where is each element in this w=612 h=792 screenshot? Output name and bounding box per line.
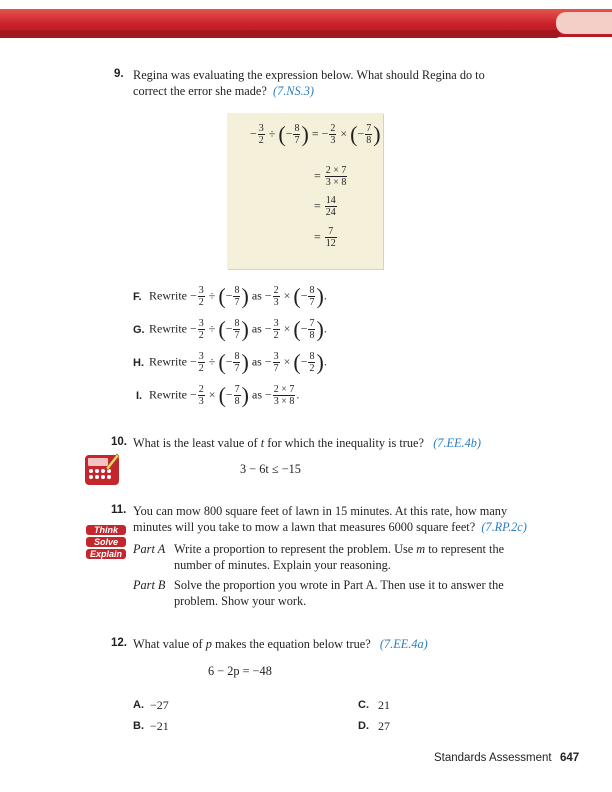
q9-choice-letter: F. [133, 291, 142, 303]
page-number: 647 [560, 752, 580, 764]
q12-standard: (7.EE.4a) [379, 637, 428, 651]
q12-equation: 6 − 2p = −48 [208, 664, 272, 678]
q9-work-line3: = $\frac{14}{24}$ [314, 195, 336, 218]
badge-think: Think [86, 525, 126, 535]
q9-work-line1: − $\frac{3}{2}$ ÷ (− $\frac{8}{7}$ ) = − $\frac{2}{3}$ × (− $\frac{7}{8}$ ) [250, 121, 381, 147]
q9-work-box [227, 113, 383, 269]
badge-solve: Solve [86, 537, 126, 547]
think-solve-explain-badge [86, 525, 126, 561]
q9-choice-option[interactable]: Rewrite − $\frac{2}{3}$ × (− $\frac{7}{8}$ ) as − $\frac{2 \times 7}{3 \times 8}$ . [149, 382, 300, 408]
q11-part-b-label: Part B [133, 578, 166, 592]
calculator-icon [84, 452, 120, 486]
q10-number: 10. [111, 436, 127, 448]
q12-choice-b-value[interactable]: −21 [150, 719, 169, 733]
q9-choice-option[interactable]: Rewrite − $\frac{3}{2}$ ÷ (− $\frac{8}{7}$ ) as − $\frac{3}{7}$ × (− $\frac{8}{2}$ ). [149, 349, 327, 375]
q12-choice-d-value[interactable]: 27 [378, 719, 390, 733]
q12-choice-a-letter: A. [133, 699, 144, 711]
q11-text-line1: You can mow 800 square feet of lawn in 15 minutes. At this rate, how many [133, 504, 508, 518]
q9-choice-letter: H. [133, 357, 144, 369]
q9-work-line2: = $\frac{2 \times 7}{3 \times 8}$ [314, 165, 347, 188]
q9-choice-option[interactable]: Rewrite − $\frac{3}{2}$ ÷ (− $\frac{8}{7}$ ) as − $\frac{2}{3}$ × (− $\frac{8}{7}$ ). [149, 283, 327, 309]
q12-choice-a-value[interactable]: −27 [150, 698, 169, 712]
q11-text-line2: minutes will you take to mow a lawn that measures 6000 square feet? [133, 520, 476, 534]
q9-choice-letter: I. [136, 390, 143, 402]
q11-part-b-text: Solve the proportion you wrote in Part A. Then use it to answer the problem. Show your work. [174, 578, 504, 608]
q12-choice-c-value[interactable]: 21 [378, 698, 390, 712]
q9-work-line4: = $\frac{7}{12}$ [314, 226, 336, 249]
q12-choice-d-letter: D. [358, 720, 369, 732]
q9-number: 9. [114, 68, 124, 80]
q10-inequality: 3 − 6t ≤ −15 [240, 462, 301, 476]
q9-standard: (7.NS.3) [272, 84, 314, 98]
q11-number: 11. [111, 504, 127, 516]
q9-choice-letter: G. [133, 324, 145, 336]
footer-label: Standards Assessment [434, 752, 552, 764]
q10-standard: (7.EE.4b) [433, 436, 482, 450]
badge-explain: Explain [86, 549, 126, 559]
q9-choice-option[interactable]: Rewrite − $\frac{3}{2}$ ÷ (− $\frac{8}{7}$ ) as − $\frac{3}{2}$ × (− $\frac{7}{8}$ ). [149, 316, 327, 342]
header-band [0, 0, 612, 46]
header-tab [556, 12, 612, 34]
q11-standard: (7.RP.2c) [481, 520, 527, 534]
q11-part-a-text: Write a proportion to represent the problem. Use m to represent the number of minutes. Explain your reasoning. [174, 542, 505, 572]
q12-number: 12. [111, 637, 127, 649]
q12-prompt: What value of p makes the equation below true? (7.EE.4a) [133, 637, 428, 651]
q10-prompt: What is the least value of t for which the inequality is true? (7.EE.4b) [133, 436, 482, 450]
q11-part-a-label: Part A [133, 542, 166, 556]
q11-prompt [133, 503, 563, 535]
q9-text-line2: correct the error she made? [133, 84, 267, 98]
q12-choice-c-letter: C. [358, 699, 369, 711]
q9-prompt [133, 67, 553, 99]
q12-choice-b-letter: B. [133, 720, 144, 732]
q9-text-line1: Regina was evaluating the expression below. What should Regina do to [133, 68, 485, 82]
